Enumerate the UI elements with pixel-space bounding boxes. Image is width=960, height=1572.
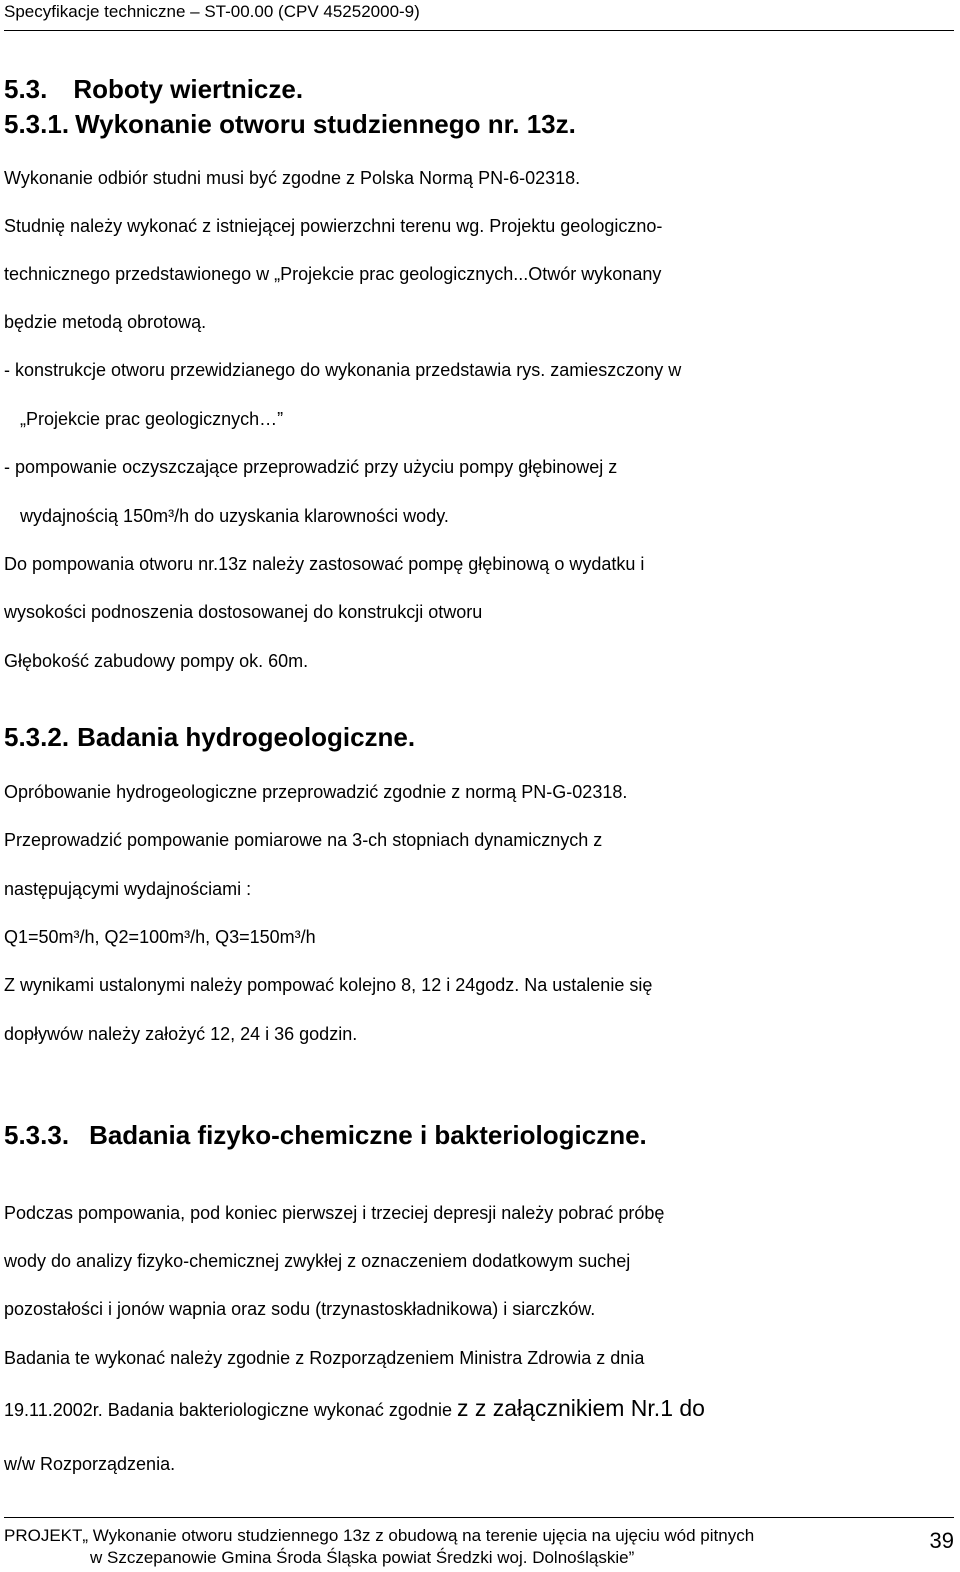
section-number: 5.3.3. [4, 1120, 70, 1150]
paragraph-line [4, 1396, 705, 1422]
paragraph-line: „Projekcie prac geologicznych…” [20, 409, 284, 429]
section-number: 5.3.2. [4, 722, 70, 752]
paragraph-line: Wykonanie odbiór studni musi być zgodne z Polska Normą PN-6-02318. [4, 168, 581, 188]
paragraph-line: dopływów należy założyć 12, 24 i 36 godzin. [4, 1024, 358, 1044]
paragraph-line: pozostałości i jonów wapnia oraz sodu (trzynastoskładnikowa) i siarczków. [4, 1299, 596, 1319]
page-header [4, 0, 954, 31]
page-footer [4, 1517, 954, 1567]
paragraph-line: Z wynikami ustalonymi należy pompować kolejno 8, 12 i 24godz. Na ustalenie się [4, 975, 653, 995]
paragraph-line: technicznego przedstawionego w „Projekcie prac geologicznych...Otwór wykonany [4, 264, 662, 284]
paragraph-line: Studnię należy wykonać z istniejącej powierzchni terenu wg. Projektu geologiczno- [4, 216, 663, 236]
paragraph-line: Przeprowadzić pompowanie pomiarowe na 3-ch stopniach dynamicznych z [4, 830, 603, 850]
footer-line-2: w Szczepanowie Gmina Środa Śląska powiat Średzki woj. Dolnośląskie” [90, 1548, 635, 1567]
paragraph-line: następującymi wydajnościami : [4, 879, 252, 899]
section-number: 5.3. [4, 74, 48, 104]
section-title: Badania fizyko-chemiczne i bakteriologiczne. [89, 1120, 647, 1150]
paragraph-line: - pompowanie oczyszczające przeprowadzić przy użyciu pompy głębinowej z [4, 457, 618, 477]
paragraph-line: wody do analizy fizyko-chemicznej zwykłej z oznaczeniem dodatkowym suchej [4, 1251, 631, 1271]
paragraph-line: Podczas pompowania, pod koniec pierwszej i trzeciej depresji należy pobrać próbę [4, 1203, 665, 1223]
paragraph-line: Do pompowania otworu nr.13z należy zastosować pompę głębinową o wydatku i [4, 554, 645, 574]
text-run-large: z z załącznikiem Nr.1 do [456, 1395, 705, 1421]
section-heading-5-3 [4, 74, 303, 104]
page-number: 39 [929, 1528, 954, 1553]
section-number: 5.3.1. [4, 109, 70, 139]
footer-line-1: PROJEKT„ Wykonanie otworu studziennego 13z z obudową na terenie ujęcia na ujęciu wód pitnych [4, 1526, 755, 1545]
paragraph-line: Opróbowanie hydrogeologiczne przeprowadzić zgodnie z normą PN-G-02318. [4, 782, 628, 802]
paragraph-line: będzie metodą obrotową. [4, 312, 207, 332]
section-title: Roboty wiertnicze. [73, 74, 304, 104]
paragraph-line: Badania te wykonać należy zgodnie z Rozporządzeniem Ministra Zdrowia z dnia [4, 1348, 645, 1368]
section-title: Badania hydrogeologiczne. [77, 722, 416, 752]
paragraph-line: Głębokość zabudowy pompy ok. 60m. [4, 651, 309, 671]
header-text: Specyfikacje techniczne – ST-00.00 (CPV 45252000-9) [4, 2, 420, 21]
text-run: 19.11.2002r. Badania bakteriologiczne wykonać zgodnie [4, 1400, 457, 1420]
section-heading-5-3-3 [4, 1120, 647, 1150]
paragraph-line: wysokości podnoszenia dostosowanej do konstrukcji otworu [4, 602, 483, 622]
section-heading-5-3-2 [4, 722, 415, 752]
section-title: Wykonanie otworu studziennego nr. 13z. [75, 109, 576, 139]
paragraph-line: wydajnością 150m³/h do uzyskania klarowności wody. [20, 506, 449, 526]
paragraph-line: Q1=50m³/h, Q2=100m³/h, Q3=150m³/h [4, 927, 316, 947]
section-heading-5-3-1 [4, 109, 576, 139]
paragraph-line: - konstrukcje otworu przewidzianego do wykonania przedstawia rys. zamieszczony w [4, 360, 682, 380]
paragraph-line: w/w Rozporządzenia. [4, 1454, 176, 1474]
